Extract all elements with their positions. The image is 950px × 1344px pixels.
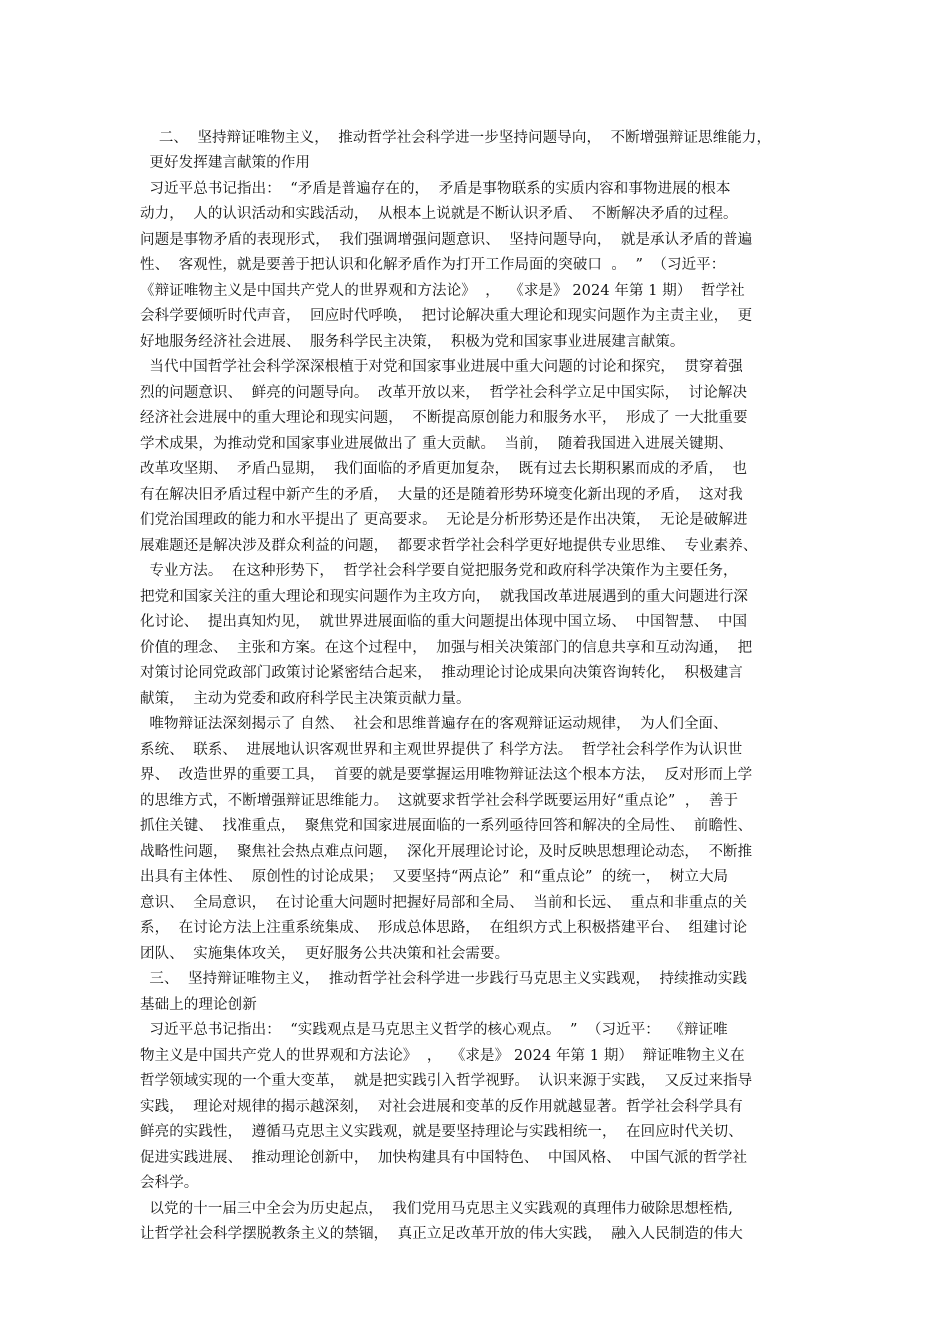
text-line: 抓住关键、 找准重点， 聚焦党和国家进展面临的一系列亟待回答和解决的全局性、 前瞻性、 [140, 818, 753, 834]
text-line: 价值的理念、 主张和方案。在这个过程中， 加强与相关决策部门的信息共享和互动沟通， 把 [140, 640, 753, 656]
text-line: 系统、 联系、 进展地认识客观世界和主观世界提供了 科学方法。 哲学社会科学作为认识世 [140, 742, 743, 758]
text-line: 专业方法。 在这种形势下， 哲学社会科学要自觉把服务党和政府科学决策作为主要任务， [140, 563, 738, 579]
text-line: 们党治国理政的能力和水平提出了 更高要求。 无论是分析形势还是作出决策， 无论是破解进 [140, 512, 748, 528]
text-line: 献策， 主动为党委和政府科学民主决策贡献力量。 [140, 691, 471, 707]
text-line: 展难题还是解决涉及群众利益的问题， 都要求哲学社会科学更好地提供专业思维、 专业素养、 [140, 538, 758, 554]
text-line: 系， 在讨论方法上注重系统集成、 形成总体思路， 在组织方式上积极搭建平台、 组建讨论 [140, 920, 748, 936]
text-line: 物主义是中国共产党人的世界观和方法论》 ， 《求是》 2024 年第 1 期） 辩证唯物主义在 [140, 1048, 745, 1064]
text-line: 会科学要倾听时代声音， 回应时代呼唤， 把讨论解决重大理论和现实问题作为主责主业， 更 [140, 308, 753, 324]
text-line: 改革攻坚期、 矛盾凸显期， 我们面临的矛盾更加复杂， 既有过去长期积累而成的矛盾， 也 [140, 461, 748, 477]
text-line: 战略性问题， 聚焦社会热点难点问题， 深化开展理论讨论，及时反映思想理论动态， 不断推 [140, 844, 753, 860]
text-line: 把党和国家关注的重大理论和现实问题作为主攻方向， 就我国改革进展遇到的重大问题进行深 [140, 589, 749, 605]
text-line: 三、 坚持辩证唯物主义， 推动哲学社会科学进一步践行马克思主义实践观， 持续推动实践 [140, 971, 748, 987]
text-line: 唯物辩证法深刻揭示了 自然、 社会和思维普遍存在的客观辩证运动规律， 为人们全面、 [140, 716, 728, 732]
text-line: 性、 客观性，就是要善于把认识和化解矛盾作为打开工作局面的突破口 。 ” （习近平： [140, 257, 726, 273]
text-line: 《辩证唯物主义是中国共产党人的世界观和方法论》 ， 《求是》 2024 年第 1 期） 哲学社 [140, 283, 745, 299]
text-line: 以党的十一届三中全会为历史起点， 我们党用马克思主义实践观的真理伟力破除思想桎梏, [140, 1201, 733, 1217]
text-line: 二、 坚持辩证唯物主义， 推动哲学社会科学进一步坚持问题导向， 不断增强辩证思维能力， [140, 130, 772, 146]
text-line: 出具有主体性、 原创性的讨论成果； 又要坚持“两点论” 和“重点论” 的统一， 树立大局 [140, 869, 729, 885]
text-line: 会科学。 [140, 1175, 199, 1191]
text-line: 化讨论、 提出真知灼见， 就世界进展面临的重大问题提出体现中国立场、 中国智慧、 中国 [140, 614, 748, 630]
text-line: 习近平总书记指出： “矛盾是普遍存在的， 矛盾是事物联系的实质内容和事物进展的根本 [140, 181, 731, 197]
text-line: 学术成果，为推动党和国家事业进展做出了 重大贡献。 当前， 随着我国进入进展关键期、 [140, 436, 733, 452]
text-line: 鲜亮的实践性， 遵循马克思主义实践观，就是要坚持理论与实践相统一， 在回应时代关切、 [140, 1124, 743, 1140]
text-line: 更好发挥建言献策的作用 [140, 155, 311, 171]
text-line: 烈的问题意识、 鲜亮的问题导向。 改革开放以来， 哲学社会科学立足中国实际， 讨论解决 [140, 385, 748, 401]
text-line: 对策讨论同党政部门政策讨论紧密结合起来， 推动理论讨论成果向决策咨询转化， 积极建言 [140, 665, 743, 681]
text-line: 当代中国哲学社会科学深深根植于对党和国家事业进展中重大问题的讨论和探究， 贯穿着强 [140, 359, 743, 375]
text-line: 经济社会进展中的重大理论和现实问题， 不断提高原创能力和服务水平， 形成了 一大批重要 [140, 410, 748, 426]
text-line: 的思维方式，不断增强辩证思维能力。 这就要求哲学社会科学既要运用好“重点论” ， 善于 [140, 793, 739, 809]
text-line: 让哲学社会科学摆脱教条主义的禁锢， 真正立足改革开放的伟大实践， 融入人民制造的伟大 [140, 1226, 743, 1242]
text-line: 哲学领域实现的一个重大变革， 就是把实践引入哲学视野。 认识来源于实践， 又反过来指导 [140, 1073, 753, 1089]
text-line: 团队、 实施集体攻关， 更好服务公共决策和社会需要。 [140, 946, 510, 962]
text-line: 界、 改造世界的重要工具， 首要的就是要掌握运用唯物辩证法这个根本方法， 反对形而上学 [140, 767, 753, 783]
text-line: 问题是事物矛盾的表现形式， 我们强调增强问题意识、 坚持问题导向， 就是承认矛盾的普遍 [140, 232, 753, 248]
text-line: 有在解决旧矛盾过程中新产生的矛盾， 大量的还是随着形势环境变化新出现的矛盾， 这对我 [140, 487, 743, 503]
text-line: 意识、 全局意识， 在讨论重大问题时把握好局部和全局、 当前和长远、 重点和非重点的关 [140, 895, 748, 911]
text-line: 好地服务经济社会进展、 服务科学民主决策， 积极为党和国家事业进展建言献策。 [140, 334, 685, 350]
text-line: 实践， 理论对规律的揭示越深刻， 对社会进展和变革的反作用就越显著。哲学社会科学具有 [140, 1099, 743, 1115]
text-line: 基础上的理论创新 [140, 997, 257, 1013]
text-line: 习近平总书记指出： “实践观点是马克思主义哲学的核心观点。 ” （习近平： 《辩证唯 [140, 1022, 728, 1038]
text-line: 促进实践进展、 推动理论创新中， 加快构建具有中国特色、 中国风格、 中国气派的哲学社 [140, 1150, 748, 1166]
text-line: 动力， 人的认识活动和实践活动， 从根本上说就是不断认识矛盾、 不断解决矛盾的过程。 [140, 206, 738, 222]
